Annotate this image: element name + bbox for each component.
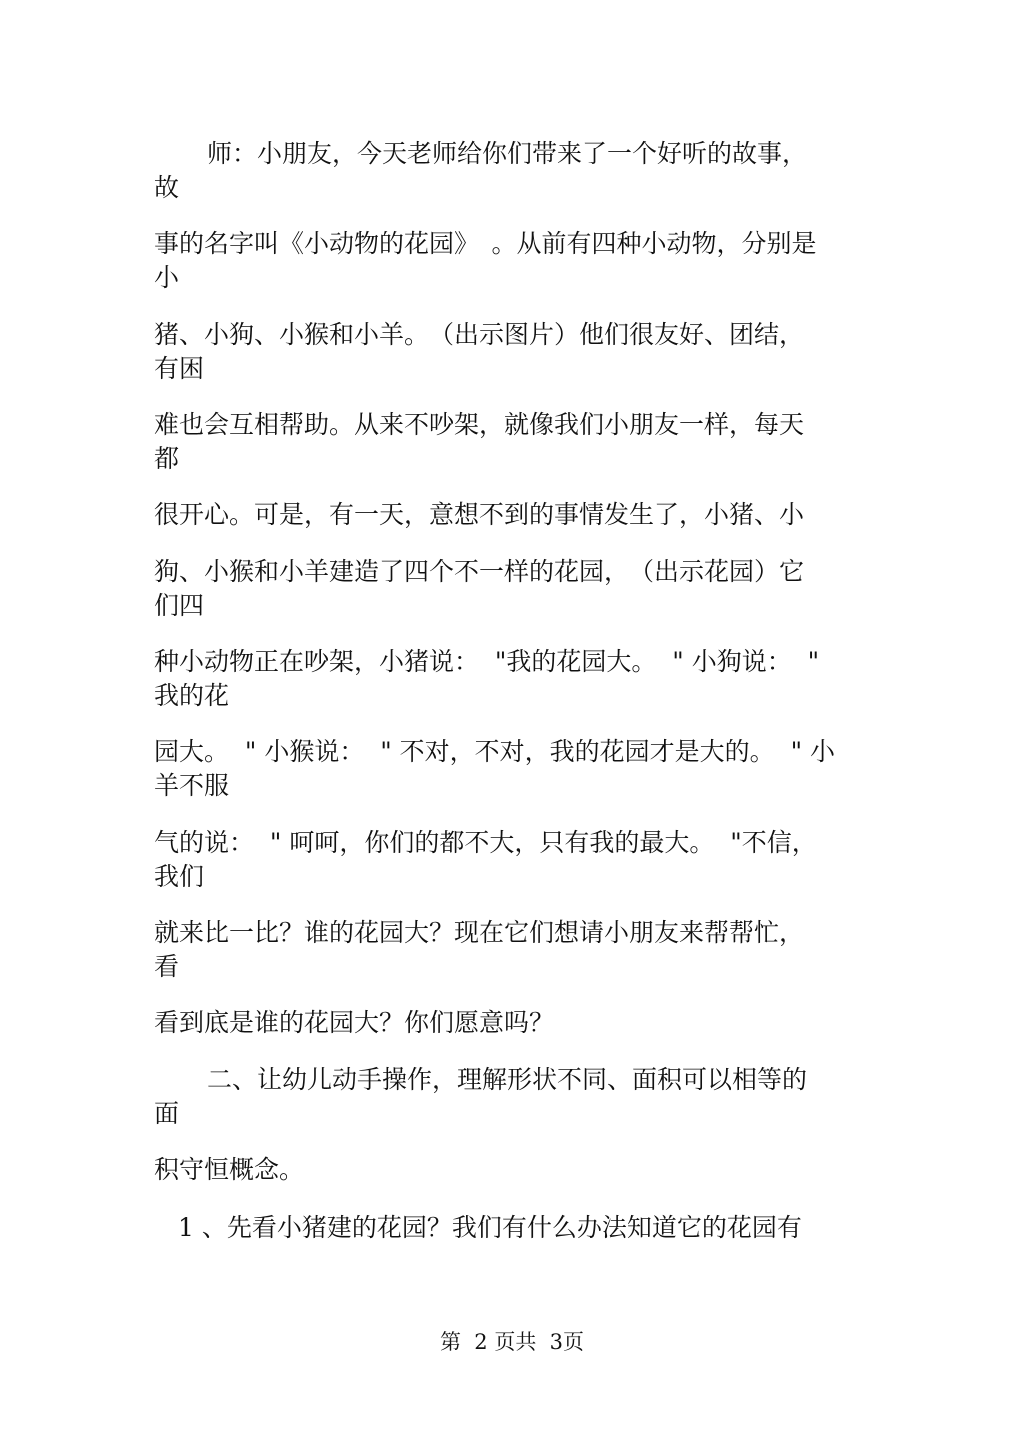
text-line: 故 — [154, 173, 180, 202]
text-line: 都 — [154, 444, 180, 473]
text-line: 种小动物正在吵架，小猪说： "我的花园大。 " 小狗说： " — [154, 647, 820, 676]
text-line: 很开心。可是，有一天，意想不到的事情发生了，小猪、小 — [154, 500, 805, 529]
text-line: 园大。 " 小猴说： " 不对，不对，我的花园才是大的。 " 小 — [154, 737, 836, 766]
text-line: 二、让幼儿动手操作，理解形状不同、面积可以相等的 — [207, 1065, 808, 1094]
text-line: 小 — [154, 263, 180, 292]
text-line: 1 、先看小猪建的花园？我们有什么办法知道它的花园有 — [178, 1213, 802, 1242]
page-number-footer: 第 2 页共 3页 — [439, 1330, 585, 1354]
text-line: 气的说： " 呵呵，你们的都不大，只有我的最大。 "不信， — [154, 828, 817, 857]
text-line: 师：小朋友，今天老师给你们带来了一个好听的故事， — [207, 139, 808, 168]
text-line: 就来比一比？谁的花园大？现在它们想请小朋友来帮帮忙， — [154, 918, 805, 947]
text-line: 们四 — [154, 591, 205, 620]
text-line: 看到底是谁的花园大？你们愿意吗？ — [154, 1008, 555, 1037]
text-line: 难也会互相帮助。从来不吵架，就像我们小朋友一样，每天 — [154, 410, 805, 439]
text-line: 积守恒概念。 — [154, 1155, 305, 1184]
text-line: 看 — [154, 952, 180, 981]
text-line: 狗、小猴和小羊建造了四个不一样的花园， （出示花园）它 — [154, 557, 805, 586]
text-line: 猪、小狗、小猴和小羊。 （出示图片）他们很友好、团结， — [154, 320, 805, 349]
text-line: 事的名字叫《小动物的花园》 。从前有四种小动物，分别是 — [154, 229, 817, 258]
text-line: 有困 — [154, 354, 205, 383]
text-line: 面 — [154, 1099, 180, 1128]
text-line: 我们 — [154, 862, 205, 891]
text-line: 羊不服 — [154, 771, 230, 800]
text-line: 我的花 — [154, 681, 230, 710]
